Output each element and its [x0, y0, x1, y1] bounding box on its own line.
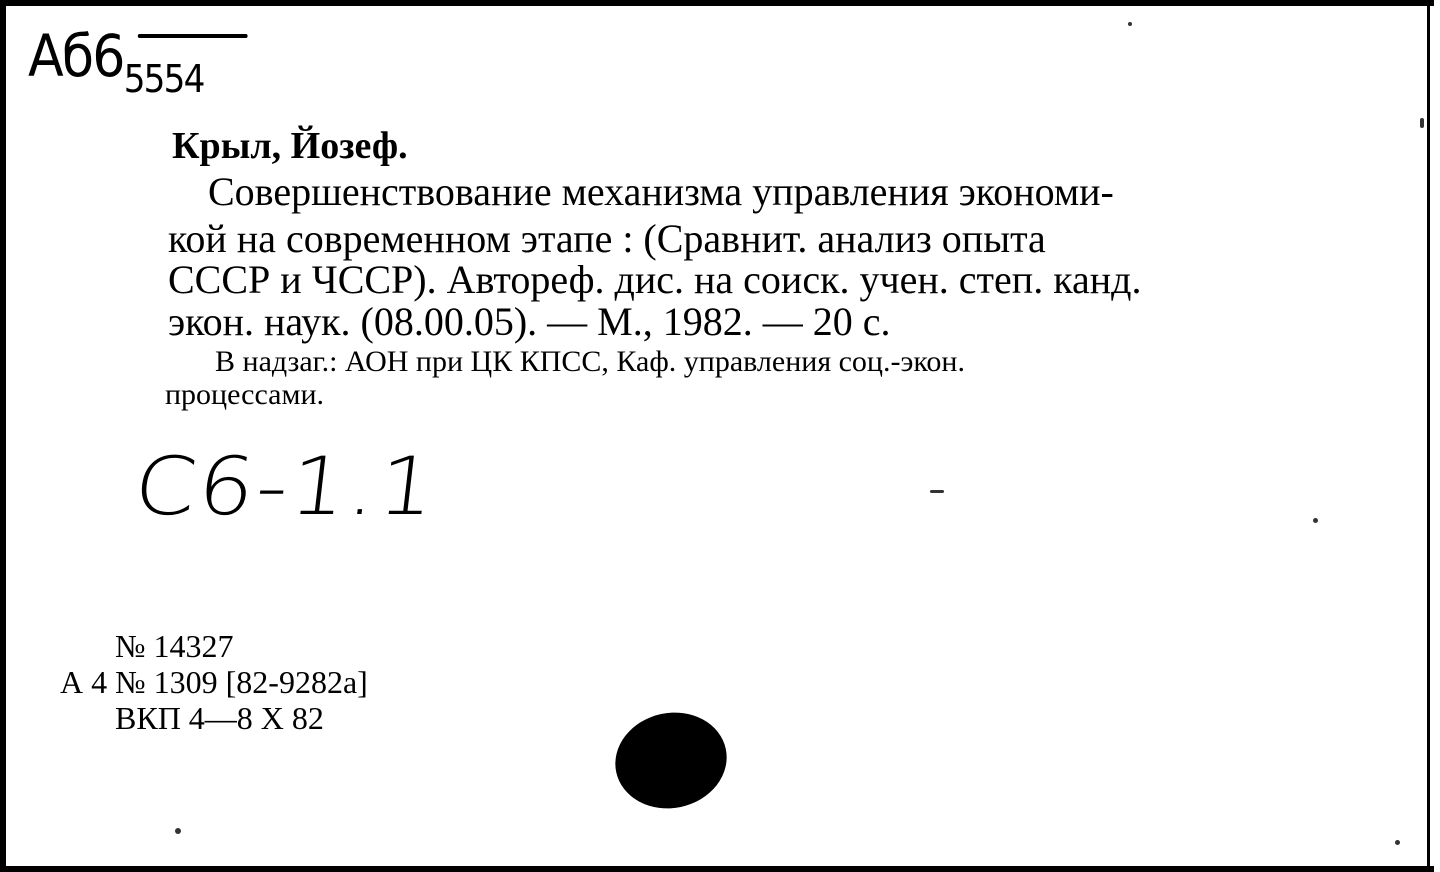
note-line-1: В надзаг.: АОН при ЦК КПСС, Каф. управления соц.-экон.	[215, 345, 965, 378]
dust-speck	[1395, 840, 1400, 845]
dust-speck	[1128, 22, 1132, 26]
dust-speck	[1313, 518, 1318, 523]
card-edge-top	[0, 0, 1440, 6]
card-edge-right-margin	[1434, 0, 1440, 872]
shelfmark-main: Аб6	[28, 22, 124, 90]
dust-speck	[175, 828, 181, 834]
dust-speck	[1420, 118, 1424, 128]
note-line-2: процессами.	[165, 378, 325, 411]
card-edge-bottom	[0, 866, 1440, 872]
accession-line-2: А 4 № 1309 [82-9282а]	[60, 664, 368, 700]
punch-hole	[606, 702, 735, 818]
title-line-2: кой на современном этапе : (Сравнит. анализ опыта	[168, 216, 1046, 261]
card-edge-right	[1427, 0, 1430, 872]
accession-line-1: № 14327	[115, 628, 234, 664]
accession-line-3: ВКП 4—8 Х 82	[115, 700, 324, 736]
author-heading: Крыл, Йозеф.	[172, 125, 408, 167]
title-line-4: экон. наук. (08.00.05). — М., 1982. — 20 с.	[168, 299, 891, 344]
title-line-3: СССР и ЧССР). Автореф. дис. на соиск. учен. степ. канд.	[168, 257, 1142, 302]
shelfmark-overline	[138, 34, 248, 38]
dust-speck	[930, 490, 944, 493]
shelfmark-sub: 5554	[123, 57, 204, 101]
title-line-1: Совершенствование механизма управления экономи-	[208, 169, 1114, 214]
card-edge-left	[0, 0, 6, 872]
handwritten-classmark: С6-1.1	[129, 440, 443, 533]
handwritten-shelfmark	[28, 22, 204, 101]
